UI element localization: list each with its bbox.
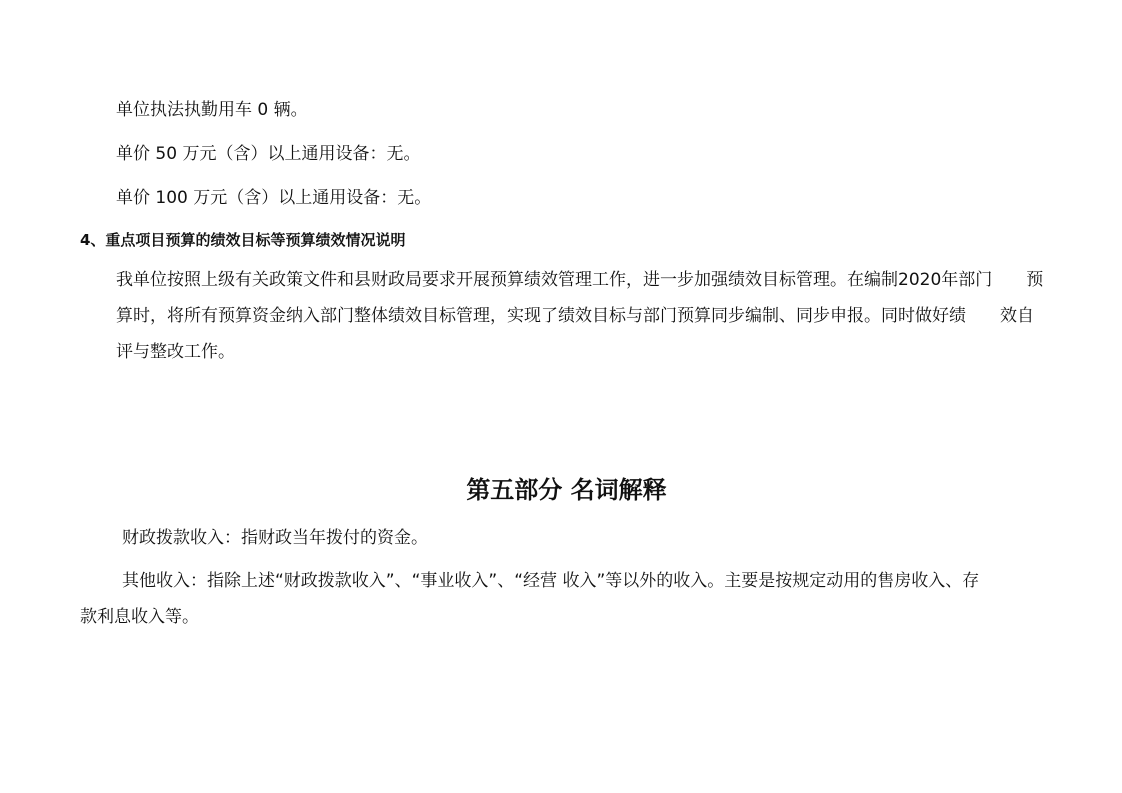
glossary-item-other-income	[80, 563, 979, 635]
asset-line-equipment-100: 单价 100 万元（含）以上通用设备：无。	[116, 188, 432, 208]
performance-paragraph-line: 我单位按照上级有关政策文件和县财政局要求开展预算绩效管理工作，进一步加强绩效目标管理。在编制2020年部门 预	[116, 270, 1044, 290]
performance-heading: 4、重点项目预算的绩效目标等预算绩效情况说明	[80, 231, 406, 249]
performance-paragraph	[116, 262, 1043, 370]
performance-paragraph-line: 评与整改工作。	[116, 342, 235, 362]
performance-paragraph-line: 算时，将所有预算资金纳入部门整体绩效目标管理，实现了绩效目标与部门预算同步编制、同步申报。同时做好绩 效自	[116, 306, 1034, 326]
section-title: 第五部分 名词解释	[466, 476, 667, 504]
glossary-item-other-income-line: 其他收入：指除上述“财政拨款收入”、“事业收入”、“经营 收入”等以外的收入。主要是按规定动用的售房收入、存	[122, 571, 980, 591]
asset-line-equipment-50: 单价 50 万元（含）以上通用设备：无。	[116, 144, 421, 164]
asset-line-vehicles: 单位执法执勤用车 0 辆。	[116, 100, 308, 120]
glossary-item-fiscal-appropriation: 财政拨款收入：指财政当年拨付的资金。	[122, 528, 428, 548]
glossary-item-other-income-line: 款利息收入等。	[80, 607, 199, 627]
